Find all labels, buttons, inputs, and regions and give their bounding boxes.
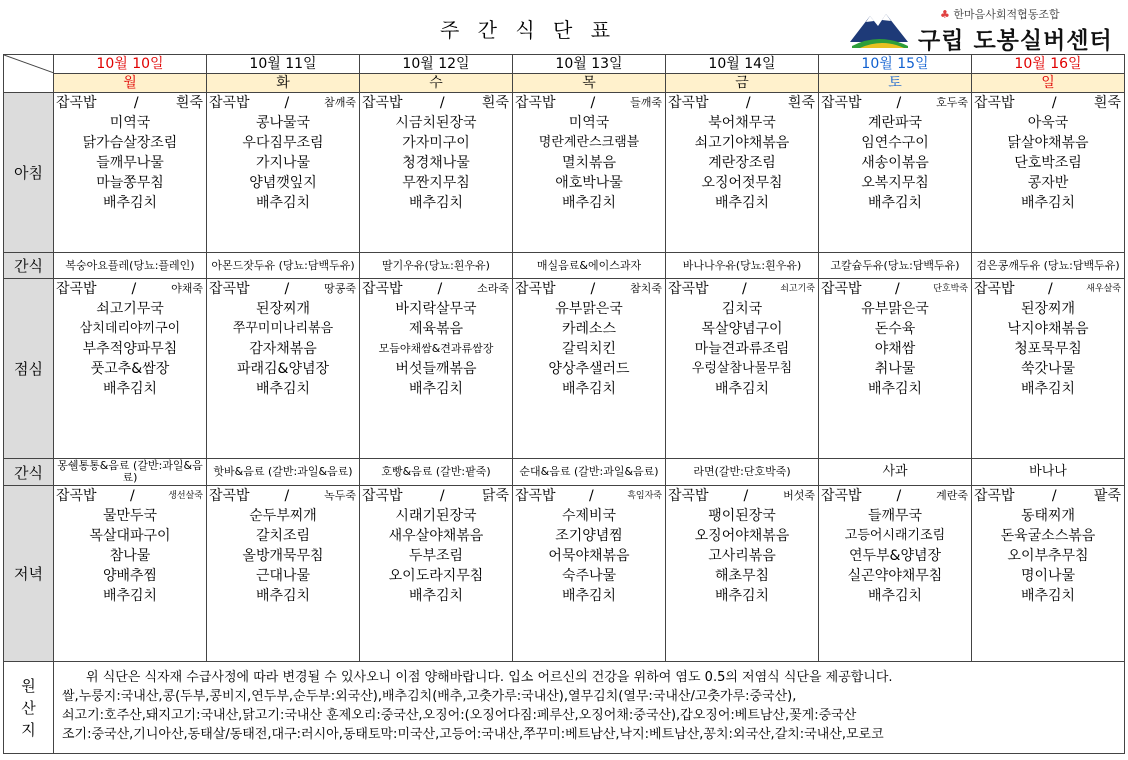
lunch-cell <box>972 279 1125 459</box>
dish-item: 새송이볶음 <box>861 155 929 171</box>
dish-item: 동태찌개 <box>1020 508 1076 524</box>
rice-porridge-line <box>513 93 665 113</box>
dish-item: 어묵야채볶음 <box>548 548 630 564</box>
dish-item: 부추적양파무침 <box>82 341 178 357</box>
dish-item: 양상추샐러드 <box>548 361 630 377</box>
dish-item: 시금치된장국 <box>395 115 477 131</box>
dish-item: 갈릭치킨 <box>561 341 617 357</box>
dish-item: 배추김치 <box>561 195 617 211</box>
dish-item: 야채쌈 <box>874 341 916 357</box>
rice-item: 잡곡밥 <box>515 95 556 111</box>
rice-item: 잡곡밥 <box>362 488 403 504</box>
rice-porridge-line <box>666 486 818 506</box>
separator: / <box>437 281 443 297</box>
porridge-item: 새우살죽 <box>1086 284 1121 294</box>
separator: / <box>896 95 902 111</box>
dish-item: 고사리볶음 <box>708 548 776 564</box>
dish-item: 멸치볶음 <box>561 155 617 171</box>
dish-item: 배추김치 <box>867 195 923 211</box>
afternoon-snack-cell: 핫바&음료 (갈반:과일&음료) <box>207 459 360 486</box>
morning-snack-cell: 고칼슘두유(당뇨:담백두유) <box>819 253 972 279</box>
dish-item: 배추김치 <box>102 588 158 604</box>
rice-porridge-line <box>54 93 206 113</box>
rice-item: 잡곡밥 <box>362 281 403 297</box>
separator: / <box>130 488 135 504</box>
dish-item: 배추김치 <box>561 381 617 397</box>
dish-item: 양념깻잎지 <box>249 175 317 191</box>
rice-item: 잡곡밥 <box>821 281 862 297</box>
origin-label <box>4 662 54 754</box>
dish-item: 들깨무국 <box>867 508 923 524</box>
weekday-cell: 목 <box>513 74 666 93</box>
breakfast-cell <box>819 93 972 253</box>
lunch-row <box>4 279 1125 459</box>
separator: / <box>284 95 290 111</box>
dish-item: 버섯들깨볶음 <box>395 361 477 377</box>
rice-porridge-line <box>360 93 512 113</box>
dish-item: 근대나물 <box>255 568 311 584</box>
dish-item: 연두부&양념장 <box>848 548 942 564</box>
rice-item: 잡곡밥 <box>974 488 1015 504</box>
morning-snack-cell: 아몬드잣두유 (당뇨:담백두유) <box>207 253 360 279</box>
dish-item: 카레소스 <box>561 321 617 337</box>
rice-item: 잡곡밥 <box>209 95 250 111</box>
dish-item: 계란파국 <box>867 115 923 131</box>
porridge-item: 참치죽 <box>630 282 662 295</box>
rice-porridge-line <box>207 279 359 299</box>
porridge-item: 계란죽 <box>936 489 968 502</box>
dish-item: 배추김치 <box>102 195 158 211</box>
dish-item: 된장찌개 <box>1020 301 1076 317</box>
breakfast-cell <box>513 93 666 253</box>
org-sub-icon: ♣ <box>940 8 950 21</box>
dish-item: 수제비국 <box>561 508 617 524</box>
rice-porridge-line <box>819 486 971 506</box>
separator: / <box>745 95 751 111</box>
dish-item: 쭈꾸미미나리볶음 <box>232 321 334 336</box>
dish-item: 실곤약야채무침 <box>847 568 943 584</box>
dish-item: 쇠고기무국 <box>96 301 164 317</box>
rice-item: 잡곡밥 <box>668 281 709 297</box>
lunch-cell <box>360 279 513 459</box>
separator: / <box>133 95 139 111</box>
mountain-logo-icon <box>846 4 912 48</box>
date-cell: 10월 10일 <box>54 55 207 74</box>
dish-item: 미역국 <box>568 115 610 131</box>
porridge-item: 호두죽 <box>936 96 968 109</box>
rice-porridge-line <box>54 486 206 506</box>
porridge-item: 흑임자죽 <box>627 491 662 501</box>
dish-item: 들깨무나물 <box>96 155 164 171</box>
dish-item: 유부맑은국 <box>555 301 623 317</box>
dinner-cell <box>819 486 972 662</box>
corner-cell <box>4 55 54 93</box>
afternoon-snack-cell: 라면(갈반:단호박죽) <box>666 459 819 486</box>
dish-item: 배추김치 <box>1020 195 1076 211</box>
separator: / <box>590 95 596 111</box>
dish-item: 우다짐무조림 <box>242 135 324 151</box>
dish-item: 순두부찌개 <box>249 508 317 524</box>
dish-item: 배추김치 <box>255 381 311 397</box>
lunch-cell <box>207 279 360 459</box>
dish-item: 오복지무침 <box>861 175 929 191</box>
weekday-cell: 수 <box>360 74 513 93</box>
porridge-item: 쇠고기죽 <box>780 284 815 294</box>
date-cell: 10월 15일 <box>819 55 972 74</box>
porridge-item: 생선살죽 <box>168 491 203 501</box>
separator: / <box>284 281 290 297</box>
afternoon-snack-cell: 사과 <box>819 459 972 486</box>
separator: / <box>284 488 290 504</box>
dish-item: 북어채무국 <box>708 115 776 131</box>
rice-item: 잡곡밥 <box>515 488 556 504</box>
weekday-cell: 금 <box>666 74 819 93</box>
rice-item: 잡곡밥 <box>668 488 709 504</box>
dish-item: 아욱국 <box>1027 115 1069 131</box>
rice-item: 잡곡밥 <box>821 95 862 111</box>
afternoon-snack-row <box>4 459 1125 486</box>
porridge-item: 버섯죽 <box>783 489 815 502</box>
breakfast-row <box>4 93 1125 253</box>
dish-item: 닭가슴살장조림 <box>82 135 178 151</box>
rice-item: 잡곡밥 <box>209 281 250 297</box>
lunch-cell <box>513 279 666 459</box>
rice-porridge-line <box>207 93 359 113</box>
dish-item: 배추김치 <box>408 381 464 397</box>
afternoon-snack-cell: 순대&음료 (갈반:과일&음료) <box>513 459 666 486</box>
date-row <box>4 55 1125 74</box>
dish-item: 감자채볶음 <box>249 341 317 357</box>
breakfast-cell <box>54 93 207 253</box>
rice-porridge-line <box>513 486 665 506</box>
dish-item: 김치국 <box>721 301 763 317</box>
org-main-name: 구립 도봉실버센터 <box>918 28 1113 54</box>
lunch-cell <box>54 279 207 459</box>
breakfast-cell <box>207 93 360 253</box>
rice-porridge-line <box>972 279 1124 299</box>
morning-snack-label: 간식 <box>4 253 54 279</box>
dish-item: 고등어시래기조림 <box>844 528 946 543</box>
dinner-cell <box>360 486 513 662</box>
dish-item: 쑥갓나물 <box>1020 361 1076 377</box>
breakfast-cell <box>360 93 513 253</box>
rice-porridge-line <box>360 486 512 506</box>
separator: / <box>742 281 747 297</box>
separator: / <box>439 488 445 504</box>
date-cell: 10월 13일 <box>513 55 666 74</box>
rice-porridge-line <box>513 279 665 299</box>
separator: / <box>1048 281 1053 297</box>
note-line: 위 식단은 식자재 수급사정에 따라 변경될 수 있사오니 이점 양해바랍니다. 입소 어르신의 건강을 위하여 염도 0.5의 저염식 식단을 제공합니다. <box>86 670 893 685</box>
rice-porridge-line <box>819 279 971 299</box>
porridge-item: 흰죽 <box>481 95 509 111</box>
lunch-label: 점심 <box>4 279 54 459</box>
rice-porridge-line <box>972 486 1124 506</box>
dish-item: 배추김치 <box>408 195 464 211</box>
separator: / <box>439 95 445 111</box>
origin-notes <box>54 662 1125 754</box>
dinner-cell <box>972 486 1125 662</box>
dish-item: 오징어야채볶음 <box>694 528 790 544</box>
dish-item: 시래기된장국 <box>395 508 477 524</box>
date-cell: 10월 12일 <box>360 55 513 74</box>
dish-item: 바지락살무국 <box>395 301 477 317</box>
date-cell: 10월 11일 <box>207 55 360 74</box>
porridge-item: 닭죽 <box>481 488 509 504</box>
separator: / <box>743 488 749 504</box>
dish-item: 배추김치 <box>867 588 923 604</box>
note-line: 쌀,누룽지:국내산,콩(두부,콩비지,연두부,순두부:외국산),배추김치(배추,고춧가루:국내산),열무김치(열무:국내산/고춧가루:중국산), <box>62 689 797 704</box>
dish-item: 새우살야채볶음 <box>388 528 484 544</box>
dish-item: 콩나물국 <box>255 115 311 131</box>
dish-item: 마늘쫑무침 <box>96 175 164 191</box>
dish-item: 팽이된장국 <box>708 508 776 524</box>
separator: / <box>131 281 137 297</box>
dish-item: 계란장조림 <box>708 155 776 171</box>
dish-item: 우렁살참나물무침 <box>691 361 793 376</box>
dish-item: 모듬야채쌈&견과류쌈장 <box>378 342 494 355</box>
dish-item: 애호박나물 <box>555 175 623 191</box>
weekday-cell: 토 <box>819 74 972 93</box>
dish-item: 미역국 <box>109 115 151 131</box>
diagonal-divider-icon <box>4 55 54 93</box>
morning-snack-row <box>4 253 1125 279</box>
dish-item: 배추김치 <box>714 195 770 211</box>
dish-item: 배추김치 <box>714 588 770 604</box>
dish-item: 돈육굴소스볶음 <box>1000 528 1096 544</box>
dish-item: 배추김치 <box>867 381 923 397</box>
dinner-cell <box>666 486 819 662</box>
origin-label-text: 원산지 <box>21 676 36 739</box>
dish-item: 배추김치 <box>102 381 158 397</box>
afternoon-snack-cell: 몽쉘통통&음료 (갈반:과일&음료) <box>54 459 207 486</box>
dish-item: 숙주나물 <box>561 568 617 584</box>
rice-item: 잡곡밥 <box>974 95 1015 111</box>
breakfast-cell <box>666 93 819 253</box>
dish-item: 청포묵무침 <box>1014 341 1082 357</box>
porridge-item: 녹두죽 <box>324 489 356 502</box>
org-sub-name: ♣ 한마음사회적협동조합 <box>940 8 1060 21</box>
dish-item: 명란계란스크램블 <box>538 135 640 150</box>
dish-item: 마늘견과류조림 <box>694 341 790 357</box>
dinner-label: 저녁 <box>4 486 54 662</box>
dish-item: 유부맑은국 <box>861 301 929 317</box>
breakfast-label: 아침 <box>4 93 54 253</box>
separator: / <box>590 281 596 297</box>
separator: / <box>895 281 900 297</box>
dish-item: 취나물 <box>874 361 916 377</box>
dish-item: 가자미구이 <box>402 135 470 151</box>
dish-item: 배추김치 <box>408 588 464 604</box>
rice-porridge-line <box>54 279 206 299</box>
weekday-row <box>4 74 1125 93</box>
dish-item: 임연수구이 <box>861 135 929 151</box>
page-title: 주 간 식 단 표 <box>440 18 617 42</box>
separator: / <box>1051 488 1057 504</box>
weekday-cell: 일 <box>972 74 1125 93</box>
porridge-item: 야채죽 <box>171 282 203 295</box>
rice-porridge-line <box>666 93 818 113</box>
dish-item: 단호박조림 <box>1014 155 1082 171</box>
dish-item: 배추김치 <box>1020 588 1076 604</box>
dish-item: 콩자반 <box>1027 175 1069 191</box>
dish-item: 된장찌개 <box>255 301 311 317</box>
porridge-item: 들깨죽 <box>630 96 662 109</box>
afternoon-snack-cell: 호빵&음료 (갈반:팥죽) <box>360 459 513 486</box>
rice-item: 잡곡밥 <box>821 488 862 504</box>
morning-snack-cell: 복숭아요플레(당뇨:플레인) <box>54 253 207 279</box>
rice-item: 잡곡밥 <box>515 281 556 297</box>
dinner-row <box>4 486 1125 662</box>
porridge-item: 흰죽 <box>175 95 203 111</box>
dish-item: 풋고추&쌈장 <box>90 361 170 377</box>
dish-item: 참나물 <box>109 548 151 564</box>
porridge-item: 소라죽 <box>477 282 509 295</box>
dish-item: 쇠고기야채볶음 <box>694 135 790 151</box>
rice-porridge-line <box>360 279 512 299</box>
dish-item: 해초무침 <box>714 568 770 584</box>
morning-snack-cell: 매실음료&에이스과자 <box>513 253 666 279</box>
rice-item: 잡곡밥 <box>56 95 97 111</box>
date-cell: 10월 14일 <box>666 55 819 74</box>
dish-item: 파래김&양념장 <box>236 361 330 377</box>
dish-item: 두부조림 <box>408 548 464 564</box>
porridge-item: 단호박죽 <box>933 284 968 294</box>
page-header <box>0 0 1128 54</box>
separator: / <box>896 488 902 504</box>
dinner-cell <box>54 486 207 662</box>
dish-item: 가지나물 <box>255 155 311 171</box>
dish-item: 배추김치 <box>1020 381 1076 397</box>
dish-item: 갈치조림 <box>255 528 311 544</box>
rice-porridge-line <box>207 486 359 506</box>
rice-item: 잡곡밥 <box>974 281 1015 297</box>
dish-item: 청경채나물 <box>402 155 470 171</box>
dish-item: 배추김치 <box>255 588 311 604</box>
porridge-item: 흰죽 <box>787 95 815 111</box>
dish-item: 올방개묵무침 <box>242 548 324 564</box>
origin-row <box>4 662 1125 754</box>
dish-item: 목살대파구이 <box>89 528 171 544</box>
rice-porridge-line <box>819 93 971 113</box>
note-line: 조기:중국산,기니아산,동태살/동태전,대구:러시아,동태토막:미국산,고등어:국내산,쭈꾸미:베트남산,낙지:베트남산,꽁치:외국산,갈치:국내산,모로코 <box>62 727 884 742</box>
afternoon-snack-cell: 바나나 <box>972 459 1125 486</box>
dish-item: 배추김치 <box>714 381 770 397</box>
morning-snack-cell: 바나나우유(당뇨:흰우유) <box>666 253 819 279</box>
weekday-cell: 화 <box>207 74 360 93</box>
dish-item: 돈수육 <box>874 321 916 337</box>
lunch-cell <box>819 279 972 459</box>
porridge-item: 팥죽 <box>1093 488 1121 504</box>
rice-item: 잡곡밥 <box>668 95 709 111</box>
lunch-cell <box>666 279 819 459</box>
weekday-cell: 월 <box>54 74 207 93</box>
menu-table <box>3 54 1125 754</box>
rice-porridge-line <box>972 93 1124 113</box>
dish-item: 오이부추무침 <box>1007 548 1089 564</box>
breakfast-cell <box>972 93 1125 253</box>
dinner-cell <box>207 486 360 662</box>
rice-item: 잡곡밥 <box>56 281 97 297</box>
dish-item: 오이도라지무침 <box>388 568 484 584</box>
porridge-item: 흰죽 <box>1093 95 1121 111</box>
porridge-item: 참깨죽 <box>324 96 356 109</box>
dish-item: 배추김치 <box>255 195 311 211</box>
morning-snack-cell: 검은콩깨두유 (당뇨:담백두유) <box>972 253 1125 279</box>
dish-item: 조기양념찜 <box>555 528 623 544</box>
date-cell: 10월 16일 <box>972 55 1125 74</box>
dish-item: 제육볶음 <box>408 321 464 337</box>
rice-item: 잡곡밥 <box>56 488 97 504</box>
rice-porridge-line <box>666 279 818 299</box>
dish-item: 배추김치 <box>561 588 617 604</box>
dish-item: 낙지야채볶음 <box>1007 321 1089 337</box>
dish-item: 명이나물 <box>1020 568 1076 584</box>
afternoon-snack-label: 간식 <box>4 459 54 486</box>
morning-snack-cell: 딸기우유(당뇨:흰우유) <box>360 253 513 279</box>
dish-item: 무짠지무침 <box>402 175 470 191</box>
porridge-item: 땅콩죽 <box>324 282 356 295</box>
rice-item: 잡곡밥 <box>209 488 250 504</box>
note-line: 쇠고기:호주산,돼지고기:국내산,닭고기:국내산 훈제오리:중국산,오징어:(오징어다짐:페루산,오징어채:중국산),갑오징어:베트남산,꽃게:중국산 <box>62 708 857 723</box>
dinner-cell <box>513 486 666 662</box>
dish-item: 양배추찜 <box>102 568 158 584</box>
separator: / <box>1051 95 1057 111</box>
dish-item: 목살양념구이 <box>701 321 783 337</box>
dish-item: 닭살야채볶음 <box>1007 135 1089 151</box>
dish-item: 물만두국 <box>102 508 158 524</box>
dish-item: 오징어젓무침 <box>701 175 783 191</box>
rice-item: 잡곡밥 <box>362 95 403 111</box>
dish-item: 삼치데리야끼구이 <box>79 321 181 336</box>
separator: / <box>589 488 594 504</box>
